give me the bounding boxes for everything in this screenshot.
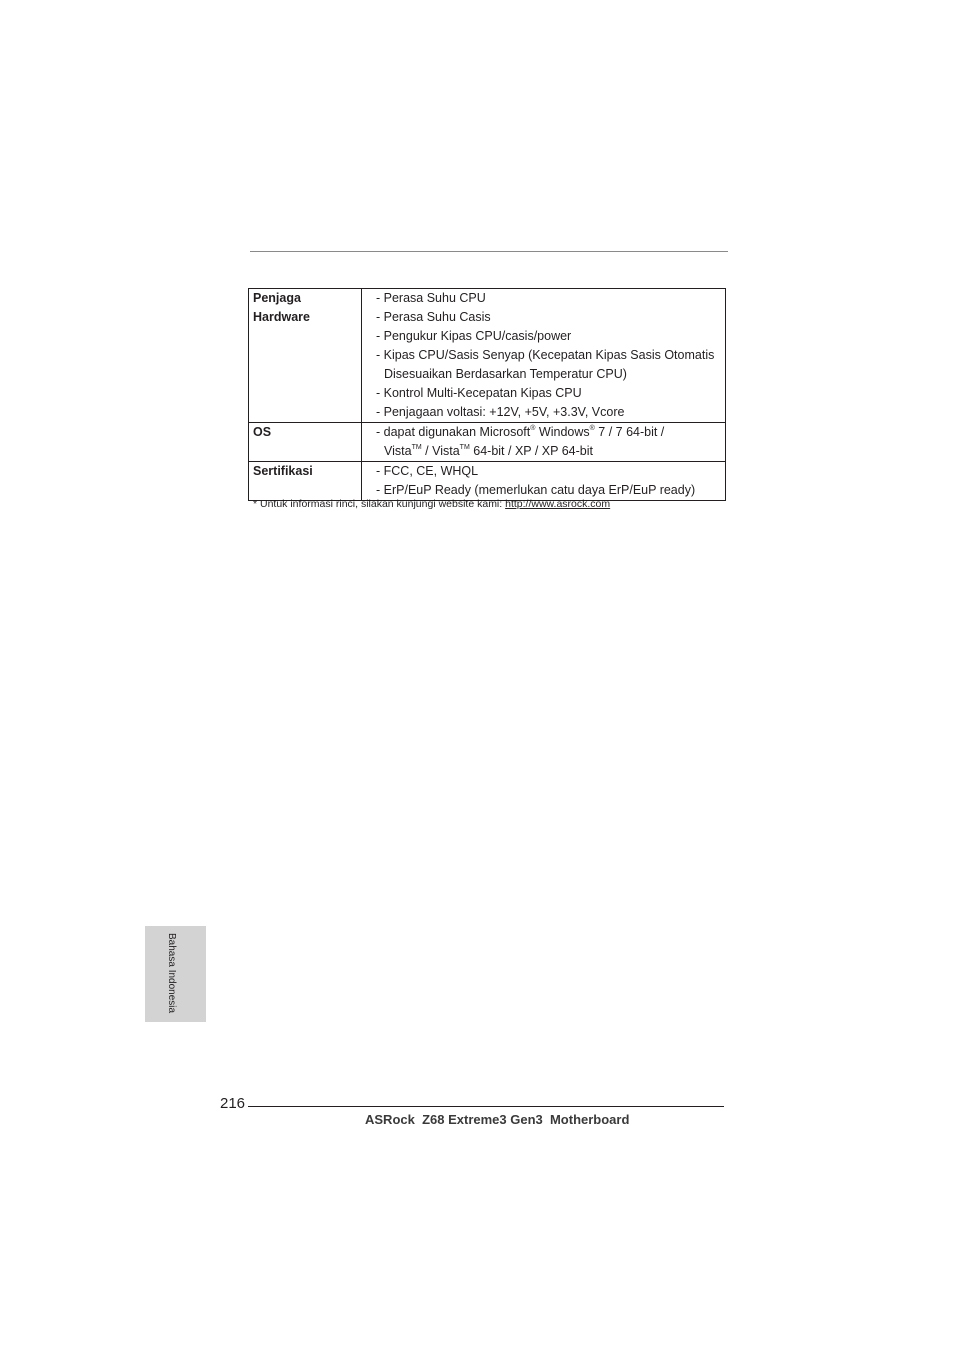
spec-item: - Perasa Suhu CPU: [376, 291, 486, 305]
label-line: Sertifikasi: [253, 464, 313, 478]
os-text: - dapat digunakan Microsoft: [376, 425, 531, 439]
spec-item: [376, 442, 725, 461]
spec-item: - Pengukur Kipas CPU/casis/power: [376, 329, 572, 343]
spec-item: - FCC, CE, WHQL: [376, 464, 479, 478]
trademark-mark: TM: [411, 443, 422, 451]
os-text: Windows: [535, 425, 590, 439]
top-divider: [250, 251, 728, 252]
spec-values-hardware-monitor: [362, 289, 726, 423]
spec-item: - Kontrol Multi-Kecepatan Kipas CPU: [376, 386, 582, 400]
spec-row-hardware-monitor: [249, 289, 726, 423]
spec-values-os: [362, 423, 726, 462]
label-line: Penjaga: [253, 291, 301, 305]
footer-title: ASRock Z68 Extreme3 Gen3 Motherboard: [365, 1112, 630, 1127]
spec-label-certification: [249, 462, 362, 501]
spec-item: [376, 423, 725, 442]
spec-row-os: [249, 423, 726, 462]
os-text: / Vista: [421, 444, 460, 458]
os-text: 7 / 7 64-bit /: [594, 425, 665, 439]
spec-item: - Perasa Suhu Casis: [376, 310, 491, 324]
footer-divider: [248, 1106, 724, 1107]
page-number: 216: [220, 1095, 246, 1112]
registered-mark: ®: [530, 424, 536, 432]
os-text: 64-bit / XP / XP 64-bit: [469, 444, 593, 458]
footnote: [253, 498, 610, 510]
footnote-text: * Untuk informasi rinci, silakan kunjungi website kami:: [253, 498, 506, 510]
spec-item: Disesuaikan Berdasarkan Temperatur CPU): [384, 367, 627, 381]
spec-values-certification: [362, 462, 726, 501]
spec-item: - Penjagaan voltasi: +12V, +5V, +3.3V, Vcore: [376, 405, 625, 419]
label-line: Hardware: [253, 310, 310, 324]
os-text: Vista: [384, 444, 412, 458]
registered-mark: ®: [589, 424, 595, 432]
spec-item: - Kipas CPU/Sasis Senyap (Kecepatan Kipas Sasis Otomatis: [376, 348, 715, 362]
spec-label-hardware-monitor: [249, 289, 362, 423]
spec-item: - ErP/EuP Ready (memerlukan catu daya ErP/EuP ready): [376, 483, 696, 497]
language-side-tab-label: Bahasa Indonesia: [166, 933, 177, 1014]
spec-label-os: [249, 423, 362, 462]
label-line: OS: [253, 425, 272, 439]
website-link[interactable]: http://www.asrock.com: [505, 498, 611, 510]
spec-row-certification: [249, 462, 726, 501]
trademark-mark: TM: [459, 443, 470, 451]
spec-table: [248, 288, 726, 501]
